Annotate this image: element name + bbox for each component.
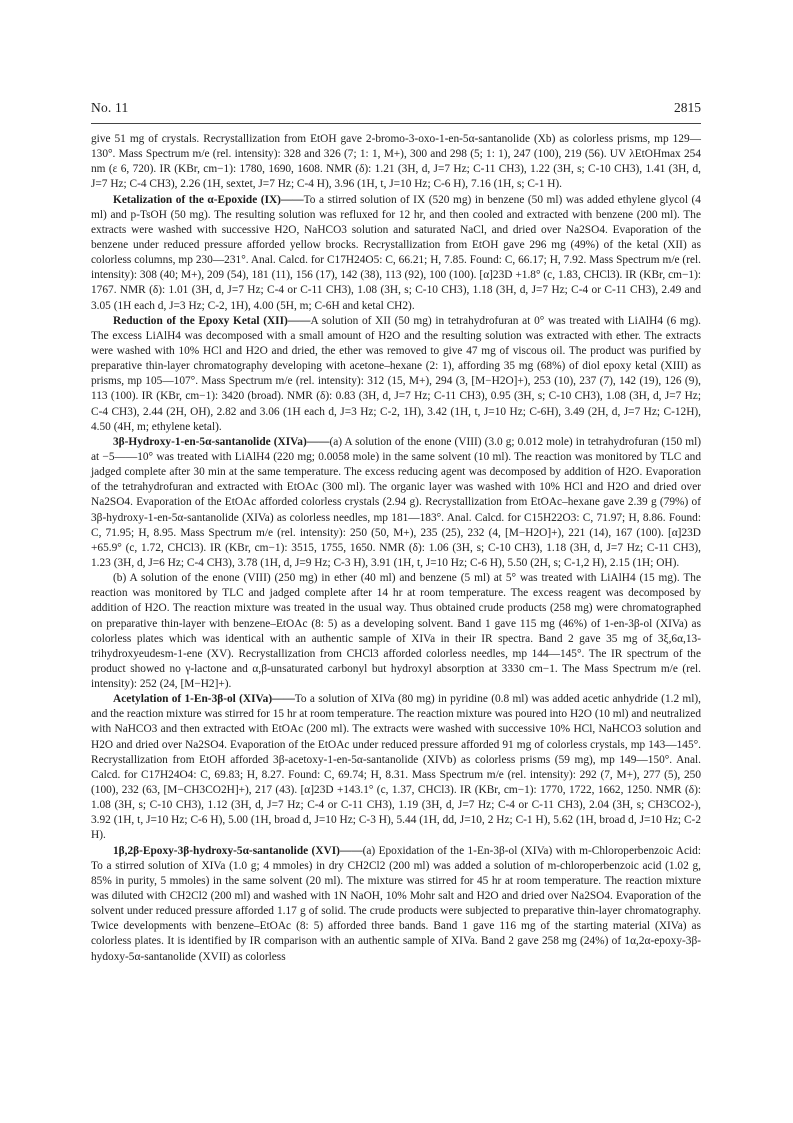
paragraph-acetylation [91,692,701,843]
paragraph-xiva-method-a [91,435,701,571]
section-heading: 3β-Hydroxy-1-en-5α-santanolide (XIVa)—— [113,435,330,448]
section-heading: 1β,2β-Epoxy-3β-hydroxy-5α-santanolide (XVI)—— [113,844,363,857]
paragraph-text: (b) A solution of the enone (VIII) (250 mg) in ether (40 ml) and benzene (5 ml) at 5° was treated with LiAlH4 (15 mg). The reaction was monitored by TLC and jadged complete after 14 hr at room temperature. The excess reagent was decomposed by addition of H2O. The reaction mixture was treated in the usual way. Thus obtained crude products (258 mg) were chromatographed on preparative thin-layer with benzene–EtOAc (8: 5) as a developing solvent. Band 1 gave 115 mg (46%) of 1-en-3β-ol (XIVa) as colorless plates which was identical with an authentic sample of XIVa in their IR spectra. Band 2 gave 35 mg of 3ξ,6α,13-trihydroxyeudesm-1-ene (XV). Recrystallization from CHCl3 afforded colorless needles, mp 144—145°. The IR spectrum of the product showed no γ-lactone and α,β-unsaturated carbonyl but hydroxyl absorption at 3330 cm−1. The Mass Spectrum m/e (rel. intensity): 252 (24, [M−H2]+). [91,572,701,691]
paragraph-xb-characterization [91,132,701,193]
paragraph-text: To a solution of XIVa (80 mg) in pyridine (0.8 ml) was added acetic anhydride (1.2 ml), and the reaction mixture was stirred for 15 hr at room temperature. The reaction mixture was poured into H2O (10 ml) and neutralized with NaHCO3 and then extracted with EtOAc (200 ml). The extracts were washed with successive 10% HCl, NaHCO3 solution and H2O and dried over Na2SO4. Evaporation of the EtOAc under reduced pressure afforded 91 mg of colorless crystals, mp 143—145°. Recrystallization from EtOH afforded 3β-acetoxy-1-en-5α-santanolide (XIVb) as colorless prisms (59 mg), mp 149—150°. Anal. Calcd. for C17H24O4: C, 69.83; H, 8.27. Found: C, 69.74; H, 8.31. Mass Spectrum m/e (rel. intensity): 292 (7, M+), 277 (5), 250 (100), 232 (63, [M−CH3CO2H]+), 217 (43). [α]23D +143.1° (c, 1.37, CHCl3). IR (KBr, cm−1): 1770, 1722, 1662, 1250. NMR (δ): 1.08 (3H, s; C-10 CH3), 1.12 (3H, d, J=7 Hz; C-4 or C-11 CH3), 1.19 (3H, d, J=7 Hz; C-4 or C-11 CH3), 2.04 (3H, s; CH3CO2-), 3.92 (1H, t, J=10 Hz; C-6 H), 5.00 (1H, broad d, J=10 Hz; C-3 H), 5.44 (1H, dd, J=10, 2 Hz; C-1 H), 5.62 (1H, broad d, J=10 Hz; C-2 H). [91,693,702,842]
paragraph-epoxidation [91,844,701,965]
header-rule [91,123,701,124]
page-header [91,92,701,120]
section-heading: Ketalization of the α-Epoxide (IX)—— [113,193,304,206]
paragraph-xiva-method-b [91,571,701,692]
paragraph-text: To a stirred solution of IX (520 mg) in benzene (50 ml) was added ethylene glycol (4 ml) and p-TsOH (50 mg). The resulting solution was refluxed for 12 hr, and then cooled and extracted with benzene (200 ml). The extracts were washed with successive H2O, NaHCO3 solution and saturated NaCl, and dried over Na2SO4. Evaporation of the benzene under reduced pressure afforded yellow brocks. Recrystallization from EtOH gave 296 mg (49%) of the ketal (XII) as colorless columns, mp 230—231°. Anal. Calcd. for C17H24O5: C, 66.21; H, 7.85. Found: C, 66.17; H, 7.92. Mass Spectrum m/e (rel. intensity): 308 (40; M+), 209 (54), 181 (11), 156 (17), 142 (38), 113 (92), 100 (100). [α]23D +1.8° (c, 1.83, CHCl3). IR (KBr, cm−1): 1767. NMR (δ): 1.01 (3H, d, J=7 Hz; C-4 or C-11 CH3), 1.08 (3H, s; C-10 CH3), 1.18 (3H, d, J=7 Hz; C-4 or C-11 CH3), 2.49 and 3.05 (1H each d, J=3 Hz; C-2, 1H), 4.00 (5H, m; C-6H and ketal CH2). [91,193,701,312]
paragraph-ketalization [91,193,701,314]
article-body [91,132,701,965]
section-heading: Reduction of the Epoxy Ketal (XII)—— [113,314,311,327]
paragraph-reduction [91,314,701,435]
paragraph-text: give 51 mg of crystals. Recrystallization from EtOH gave 2-bromo-3-oxo-1-en-5α-santanolide (Xb) as colorless prisms, mp 129—130°. Mass Spectrum m/e (rel. intensity): 328 and 326 (7; 1: 1, M+), 300 and 298 (5; 1: 1), 247 (100), 219 (56). UV λEtOHmax 254 nm (ε 6, 720). IR (KBr, cm−1): 1780, 1690, 1608. NMR (δ): 1.21 (3H, d, J=7 Hz; C-11 CH3), 1.22 (3H, s; C-10 CH3), 1.41 (3H, d, J=7 Hz; C-4 CH3), 2.26 (1H, sextet, J=7 Hz; C-4 H), 3.96 (1H, t, J=10 Hz; C-6 H), 7.16 (1H, s; C-1 H). [91,133,701,191]
paragraph-text: (a) Epoxidation of the 1-En-3β-ol (XIVa) with m-Chloroperbenzoic Acid: To a stirred solution of XIVa (1.0 g; 4 mmoles) in dry CH2Cl2 (200 ml) was added a solution of m-chloroperbenzoic acid (1.02 g, 85% in purity, 5 mmoles) in the same solvent (20 ml). The mixture was stirred for 45 hr at room temperature. The reaction mixture was diluted with CH2Cl2 (200 ml) and washed with 1N NaOH, 10% Mohr salt and H2O and dried over Na2SO4. Evaporation of the solvent under reduced pressure afforded 1.17 g of solid. The crude products were subjected to preparative thin-layer chromatography. Twice developments with benzene–EtOAc (8: 5) afforded three bands. Band 1 gave 116 mg of the starting material (XIVa) as colorless plates. It is identified by IR comparison with an authentic sample of XIVa. Band 2 gave 258 mg (24%) of 1α,2α-epoxy-3β-hydoxy-5α-santanolide (XVII) as colorless [91,844,701,963]
journal-issue: No. 11 [91,100,129,115]
paragraph-text: A solution of XII (50 mg) in tetrahydrofuran at 0° was treated with LiAlH4 (6 mg). The excess LiAlH4 was decomposed with a small amount of H2O and the resulting solution was extracted with ether. The extracts were washed with 10% HCl and H2O and dried, the ether was removed to give 47 mg of viscous oil. The product was purified by preparative thin-layer chromatography developing with acetone–hexane (2: 1), affording 35 mg (68%) of diol epoxy ketal (XIII) as prisms, mp 105—107°. Mass Spectrum m/e (rel. intensity): 312 (15, M+), 294 (3, [M−H2O]+), 253 (10), 237 (7), 142 (19), 126 (9), 113 (100). IR (KBr, cm−1): 3420 (broad). NMR (δ): 0.83 (3H, d, J=7 Hz; C-11 CH3), 0.95 (3H, s; C-10 CH3), 1.08 (3H, d, J=7 Hz; C-4 CH3), 2.44 (2H, OH), 2.82 and 3.06 (1H each d, J=3 Hz; C-2, 1H), 3.42 (1H, t, J=10 Hz; C-6H), 3.49 (2H, d, J=7 Hz; C-12H), 4.50 (4H, m; ethylene ketal). [91,314,701,433]
page-number: 2815 [674,100,701,115]
section-heading: Acetylation of 1-En-3β-ol (XIVa)—— [113,693,295,706]
paragraph-text: (a) A solution of the enone (VIII) (3.0 g; 0.012 mole) in tetrahydrofuran (150 ml) at −5——10° was treated with LiAlH4 (220 mg; 0.0058 mole) in the same solvent (10 ml). The reaction was monitored by TLC and jadged complete after 30 min at the same temperature. The excess reducing agent was decomposed by addition of H2O. Evaporation of the tetrahydrofuran and extracted with EtOAc (300 ml). The organic layer was washed with 10% HCl and H2O and dried over Na2SO4. Evaporation of the EtOAc afforded colorless crystals (2.94 g). Recrystallization from EtOAc–hexane gave 2.39 g (79%) of 3β-hydroxy-1-en-5α-santanolide (XIVa) as colorless needles, mp 181—183°. Anal. Calcd. for C15H22O3: C, 71.97; H, 8.86. Found: C, 71.95; H, 8.95. Mass Spectrum m/e (rel. intensity): 250 (50, M+), 235 (25), 232 (4, [M−H2O]+), 221 (14), 167 (100). [α]23D +65.9° (c, 1.72, CHCl3). IR (KBr, cm−1): 3515, 1755, 1650. NMR (δ): 1.06 (3H, s; C-10 CH3), 1.18 (3H, d, J=7 Hz; C-11 CH3), 1.23 (3H, d, J=6 Hz; C-4 CH3), 3.78 (1H, d, J=9 Hz; C-3 H), 3.91 (1H, t, J=10 Hz; C-6 H), 5.50 (2H, s; C-1,2 H), 2.15 (1H; OH). [91,435,702,569]
